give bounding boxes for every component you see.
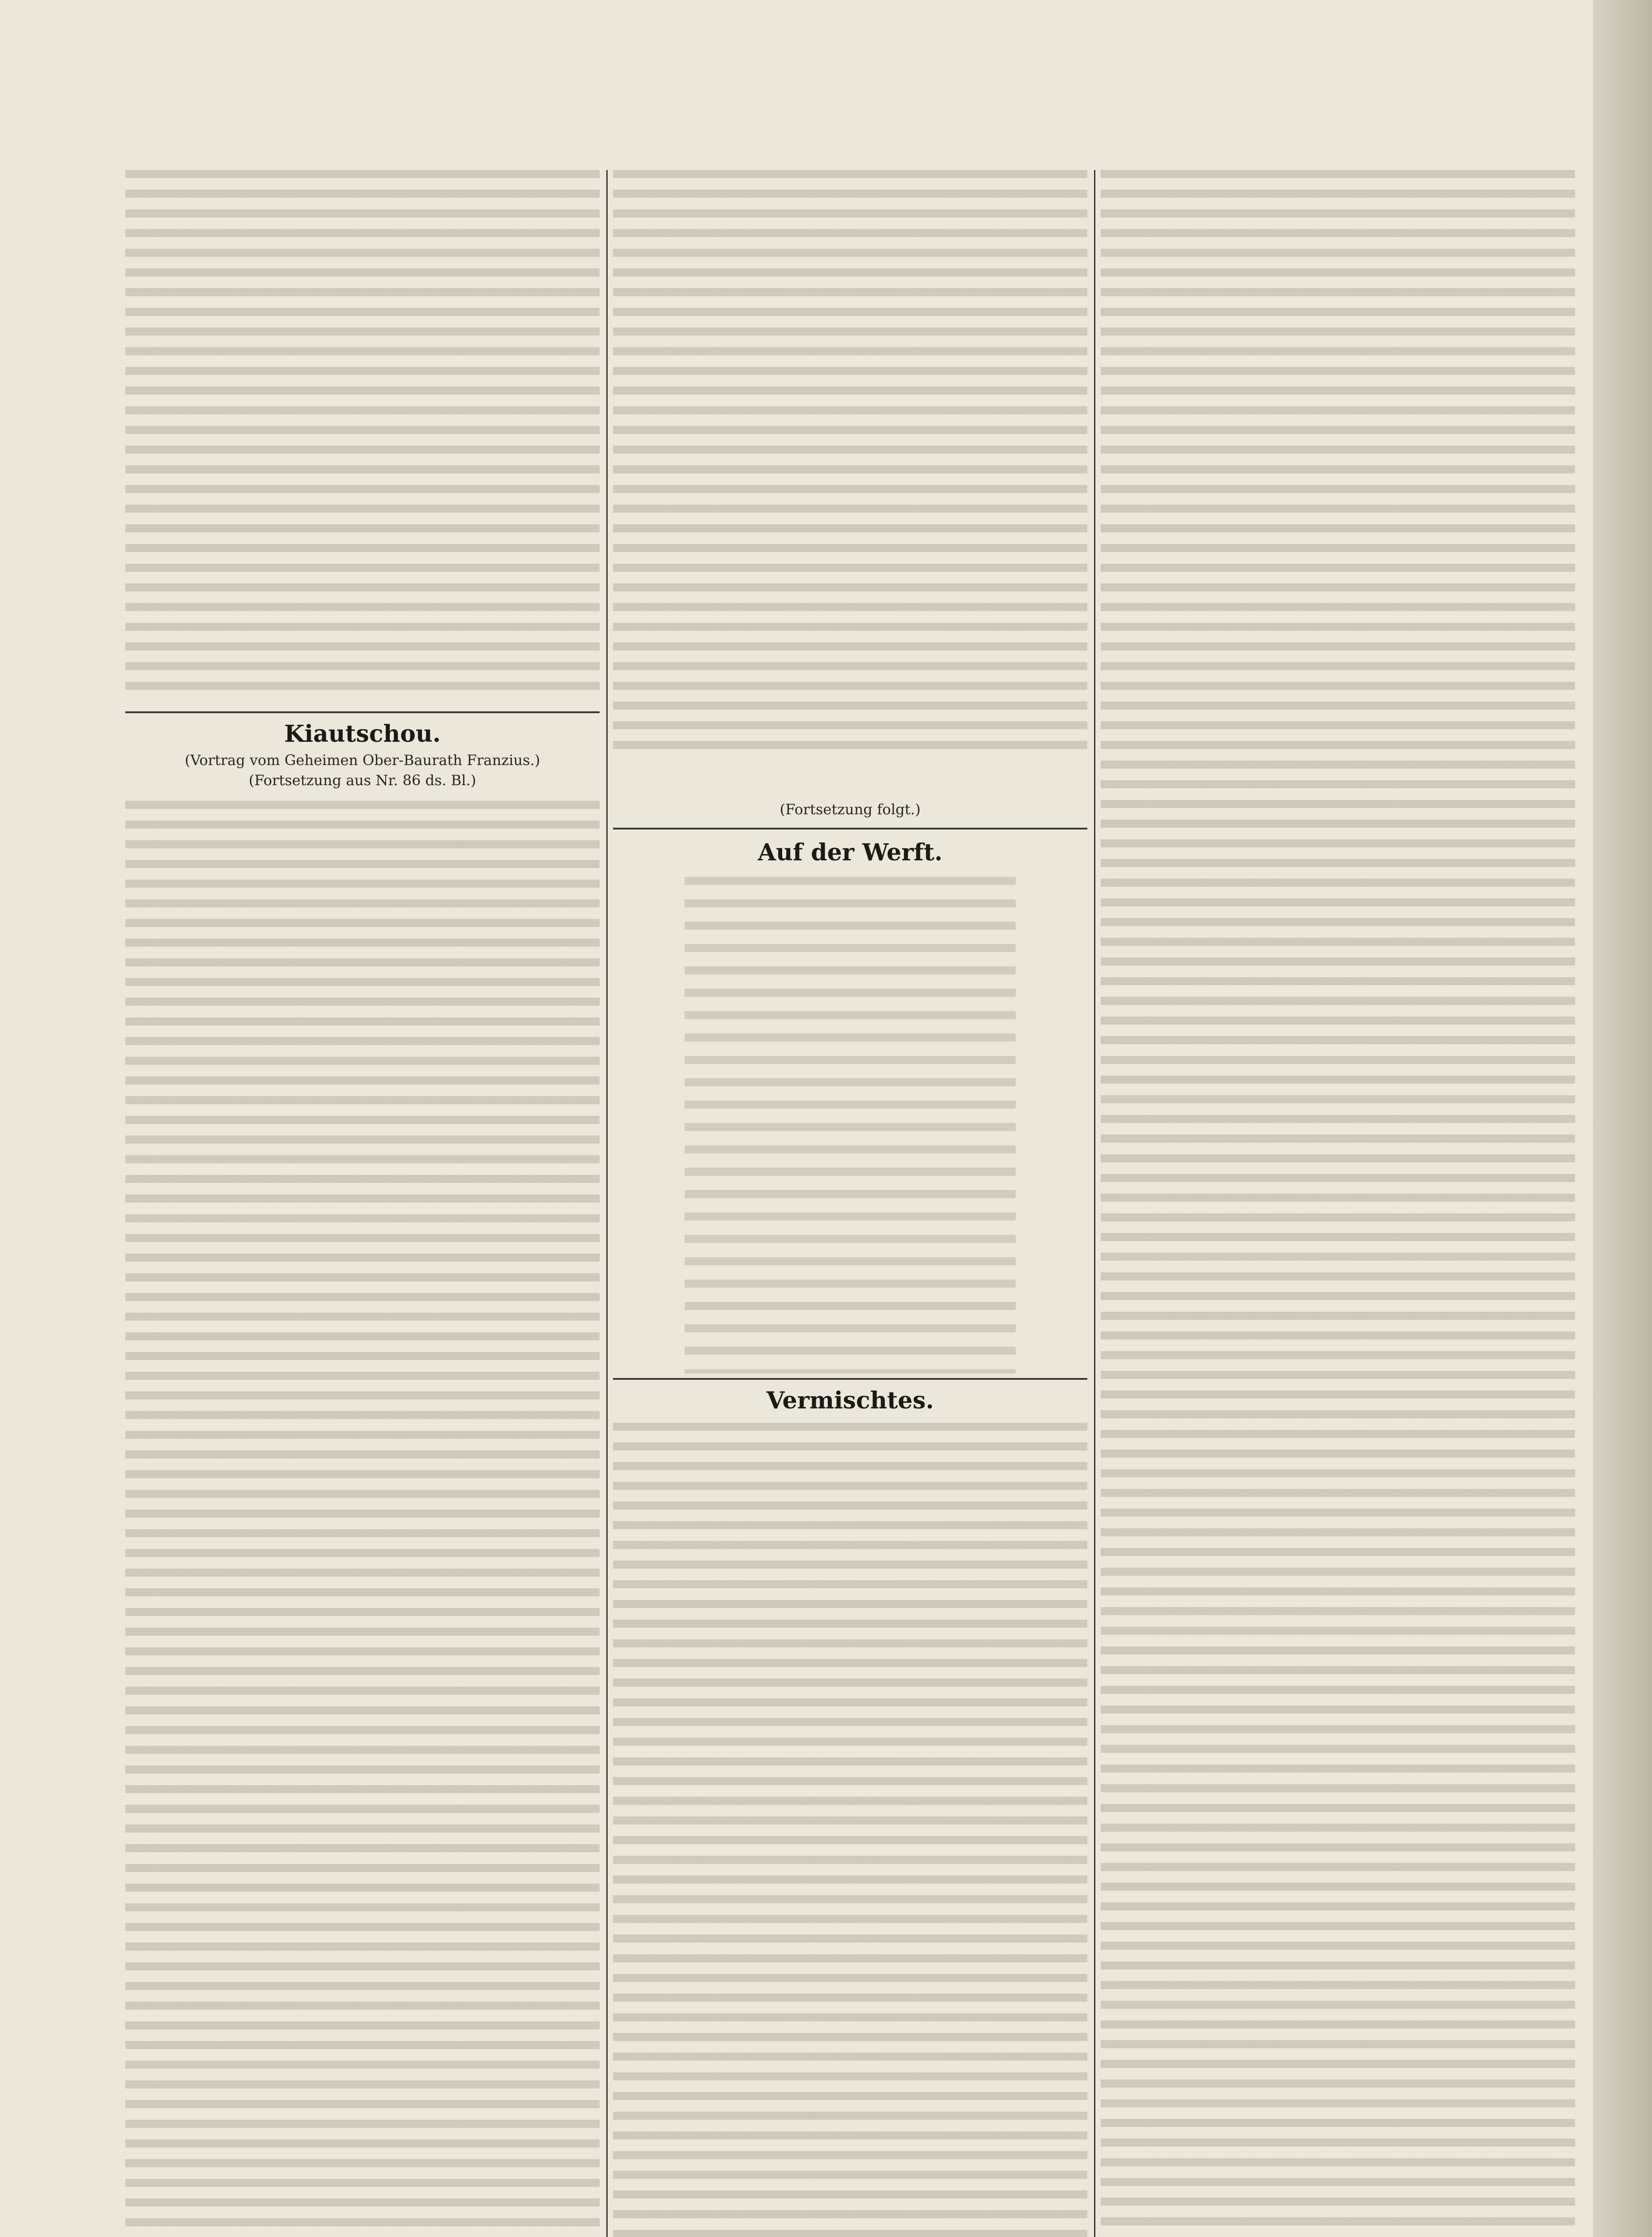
- text-block: [125, 170, 600, 698]
- text-block: [613, 170, 1087, 752]
- text-block: [1101, 170, 1575, 2237]
- kiautschou-next: (Fortsetzung folgt.): [779, 801, 921, 818]
- vermischtes-title: Vermischtes.: [766, 1387, 934, 1414]
- column-rule: [606, 170, 608, 2237]
- text-block: [125, 801, 600, 2237]
- text-block: [613, 1423, 1087, 2237]
- section-rule: [613, 828, 1087, 829]
- poem-block: [685, 877, 1016, 1374]
- column-rule: [1094, 170, 1095, 2237]
- page-fold: [1593, 0, 1652, 2237]
- kiautschou-subtitle: (Vortrag vom Geheimen Ober-Baurath Franzius.): [184, 752, 541, 769]
- kiautschou-title: Kiautschou.: [284, 720, 441, 748]
- section-rule: [125, 711, 600, 713]
- werft-title: Auf der Werft.: [758, 839, 943, 866]
- kiautschou-continuation: (Fortsetzung aus Nr. 86 ds. Bl.): [248, 772, 477, 789]
- section-rule: [613, 1378, 1087, 1380]
